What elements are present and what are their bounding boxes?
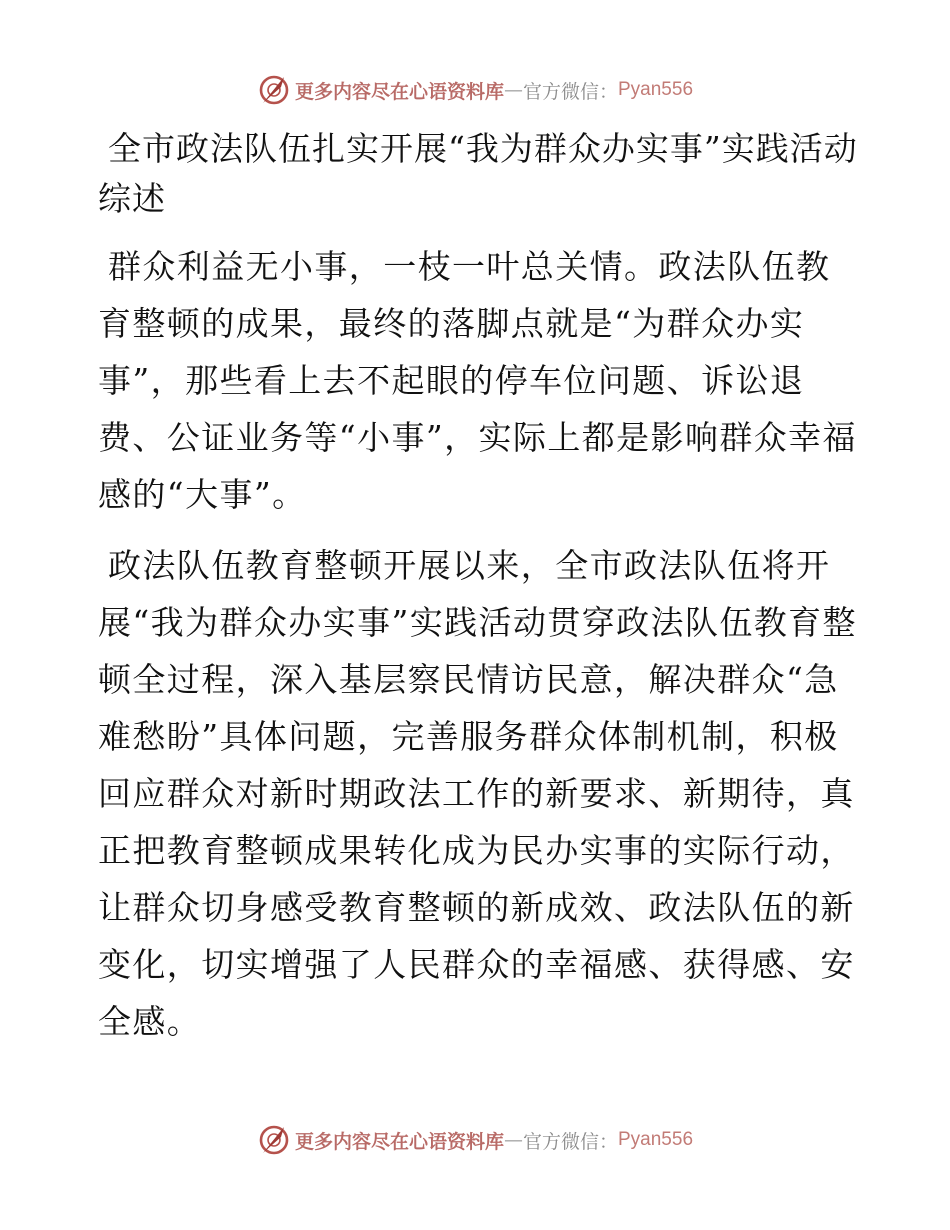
banner-account: Pyan556 xyxy=(618,79,694,100)
paragraph-2: 政法队伍教育整顿开展以来，全市政法队伍将开展“我为群众办实事”实践活动贯穿政法队伍教育整顿全过程，深入基层察民情访民意，解决群众“急难愁盼”具体问题，完善服务群众体制机制，积极回应群众对新时期政法工作的新要求、新期待，真正把教育整顿成果转化成为民办实事的实际行动，让群众切身感受教育整顿的新成效、政法队伍的新变化，切实增强了人民群众的幸福感、获得感、安全感。 xyxy=(98,546,857,1041)
paragraph-1: 群众利益无小事，一枝一叶总关情。政法队伍教育整顿的成果，最终的落脚点就是“为群众办实事”，那些看上去不起眼的停车位问题、诉讼退费、公证业务等“小事”，实际上都是影响群众幸福感的“大事”。 xyxy=(98,247,857,514)
quill-logo-icon xyxy=(257,1123,291,1157)
banner-label: 官方微信： xyxy=(522,80,618,103)
banner-separator: — xyxy=(503,79,523,101)
banner-main-text: 更多内容尽在心语资料库 xyxy=(294,1130,504,1153)
banner-account: Pyan556 xyxy=(618,1129,694,1150)
banner-label: 官方微信： xyxy=(522,1130,618,1153)
banner-separator: — xyxy=(503,1129,523,1151)
document-body xyxy=(98,124,858,1050)
banner-main-text: 更多内容尽在心语资料库 xyxy=(294,80,504,103)
quill-logo-icon xyxy=(257,73,291,107)
document-title: 全市政法队伍扎实开展“我为群众办实事”实践活动综述 xyxy=(98,129,858,218)
header-banner xyxy=(0,70,950,110)
footer-banner xyxy=(0,1120,950,1160)
